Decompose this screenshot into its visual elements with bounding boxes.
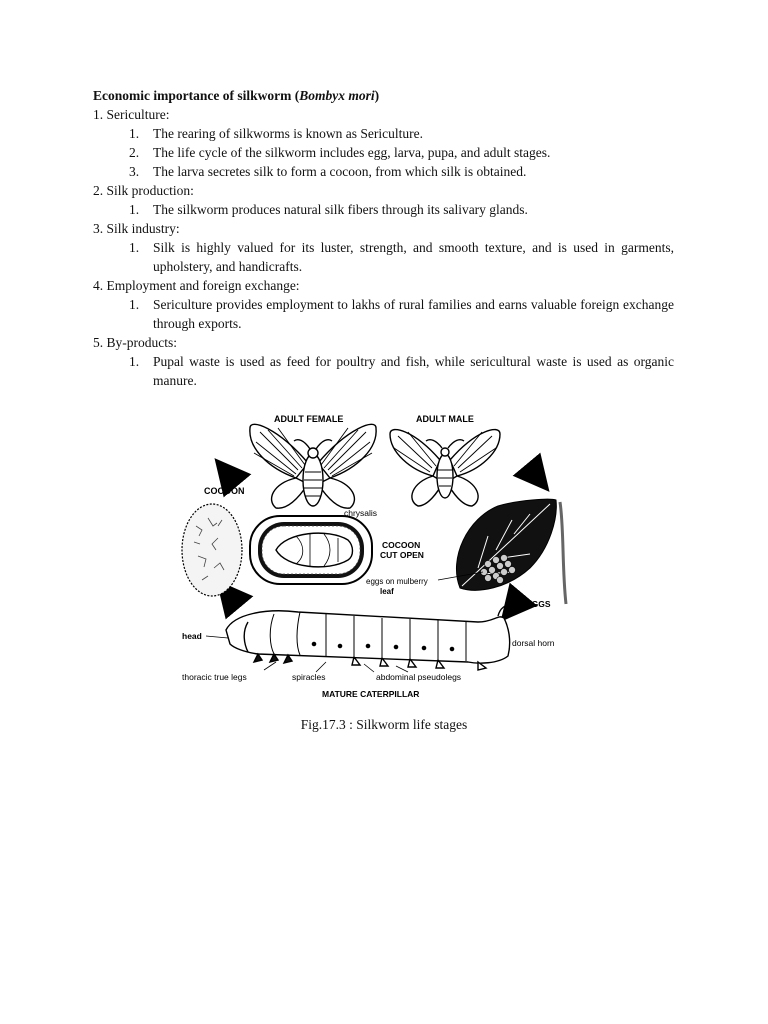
section-title: 2. Silk production: [93,183,194,198]
heading-text: Economic importance of silkworm ( [93,88,300,103]
item-text: The rearing of silkworms is known as Sericulture. [153,126,423,141]
section-by-products [93,333,674,390]
item-number: 2. [129,145,140,160]
label-eggs-on-leaf-2: leaf [380,587,394,596]
label-abdominal-pseudolegs: abdominal pseudolegs [376,672,462,682]
cocoon-cut-open [250,516,372,584]
label-cocoon-cut-1: COCOON [382,540,421,550]
section-title: 5. By-products: [93,335,177,350]
list-item [93,162,674,181]
label-chrysalis: chrysalis [344,508,378,518]
section-employment [93,276,674,333]
label-adult-female: ADULT FEMALE [274,414,344,424]
item-number: 1. [129,297,140,312]
item-text: The life cycle of the silkworm includes egg, larva, pupa, and adult stages. [153,145,551,160]
arrow-adult-to-eggs [528,466,538,478]
label-eggs: EGGS [526,599,551,609]
list-item [93,295,674,333]
section-title: 4. Employment and foreign exchange: [93,278,300,293]
list-item [93,124,674,143]
life-cycle-diagram [178,408,594,706]
item-text: The larva secretes silk to form a cocoon, from which silk is obtained. [153,164,527,179]
item-text: Silk is highly valued for its luster, strength, and smooth texture, and is used in garments, upholstery, and handicrafts. [153,240,674,274]
mulberry-leaf [456,499,566,604]
section-title: 3. Silk industry: [93,221,180,236]
mature-caterpillar [226,605,510,670]
adult-male-moth [390,430,500,506]
label-eggs-on-leaf-1: eggs on mulberry [366,577,428,586]
figure-caption: Fig.17.3 : Silkworm life stages [300,717,468,732]
section-sericulture [93,105,674,181]
item-number: 1. [129,126,140,141]
list-item [93,200,674,219]
label-head: head [182,631,202,641]
cocoon [182,504,242,596]
label-thoracic-true-legs: thoracic true legs [182,672,247,682]
item-number: 1. [129,240,140,255]
label-cocoon: COCOON [204,486,245,496]
label-spiracles: spiracles [292,672,326,682]
arrow-cocoon-to-adult [226,472,236,484]
list-item [93,238,674,276]
label-cocoon-cut-2: CUT OPEN [380,550,424,560]
list-item [93,352,674,390]
section-silk-production [93,181,674,219]
heading-species-name: Bombyx mori [299,88,375,103]
arrow-eggs-to-caterpillar [512,596,522,608]
heading-suffix: ) [374,88,380,103]
silkworm-life-cycle-figure [178,408,594,706]
item-text: The silkworm produces natural silk fibers through its salivary glands. [153,202,528,217]
label-adult-male: ADULT MALE [416,414,474,424]
item-number: 1. [129,354,140,369]
arrow-caterpillar-to-cocoon [228,594,238,606]
adult-female-moth [250,424,376,508]
document-heading [93,86,674,105]
label-dorsal-horn: dorsal horn [512,638,555,648]
document-body [93,86,674,390]
section-silk-industry [93,219,674,276]
item-number: 1. [129,202,140,217]
item-text: Pupal waste is used as feed for poultry and fish, while sericultural waste is used as organic manure. [153,354,674,388]
section-title: 1. Sericulture: [93,107,170,122]
item-text: Sericulture provides employment to lakhs of rural families and earns valuable foreign exchange through exports. [153,297,674,331]
label-mature-caterpillar: MATURE CATERPILLAR [322,689,420,699]
list-item [93,143,674,162]
item-number: 3. [129,164,140,179]
